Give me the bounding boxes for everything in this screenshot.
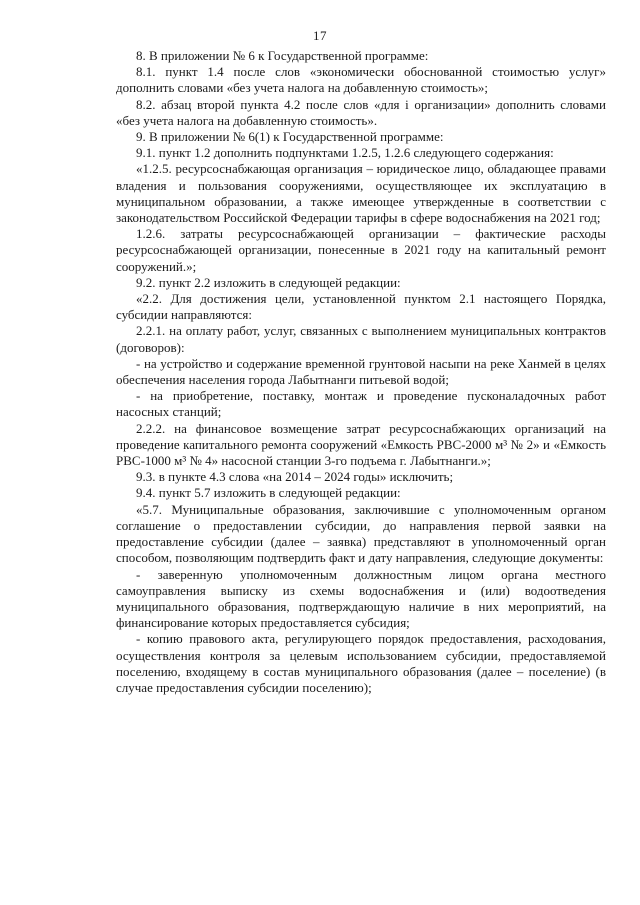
paragraph-9-2: 9.2. пункт 2.2 изложить в следующей редакции:	[136, 274, 401, 290]
list-item-water-scheme-extract: - заверенную уполномоченным должностным лицом органа местного самоуправления выписку из схемы водоснабжения и (или) водоотведения муниципального образования, подтверждающую наличие в них мероприятий, на финансирование которых предоставляется субсидия;	[116, 566, 606, 631]
paragraph-8: 8. В приложении № 6 к Государственной программе:	[136, 48, 429, 63]
paragraph-8-2: 8.2. абзац второй пункта 4.2 после слов «для i организации» дополнить словами «без учета налога на добавленную стоимость».	[116, 96, 606, 128]
paragraph-9: 9. В приложении № 6(1) к Государственной программе:	[136, 129, 444, 145]
paragraph-9-3: 9.3. в пункте 4.3 слова «на 2014 – 2024 годы» исключить;	[136, 469, 454, 485]
paragraph-2-2: «2.2. Для достижения цели, установленной пунктом 2.1 настоящего Порядка, субсидии направляются:	[116, 291, 606, 323]
list-item-pump-stations: - на приобретение, поставку, монтаж и проведение пусконаладочных работ насосных станций;	[116, 388, 606, 420]
paragraph-8-1: 8.1. пункт 1.4 после слов «экономически обоснованной стоимостью услуг» дополнить словами «без учета налога на добавленную стоимость»;	[116, 64, 606, 96]
paragraph-1-2-5: «1.2.5. ресурсоснабжающая организация – юридическое лицо, обладающее правами владения и пользования сооружениями, осуществляющее их эксплуатацию в муниципальном образовании, а также имеющее утвержденные в соответствии с законодательством Российской Федерации тарифы в сфере водоснабжения на 2021 год;	[116, 161, 606, 226]
paragraph-9-1: 9.1. пункт 1.2 дополнить подпунктами 1.2.5, 1.2.6 следующего содержания:	[136, 145, 554, 161]
paragraph-5-7: «5.7. Муниципальные образования, заключившие с уполномоченным органом соглашение о предоставлении субсидии, до направления первой заявки на предоставление субсидии (далее – заявка) представляют в уполномоченный орган способом, позволяющим подтвердить факт и дату направления, следующие документы:	[116, 501, 606, 566]
paragraph-1-2-6: 1.2.6. затраты ресурсоснабжающей организации – фактические расходы ресурсоснабжающей организации, понесенные в 2021 году на капитальный ремонт сооружений.»;	[116, 226, 606, 274]
list-item-legal-act-copy: - копию правового акта, регулирующего порядок предоставления, расходования, осуществления контроля за целевым использованием субсидии, предоставляемой поселению, входящему в состав муниципального образования (далее – поселение) (в случае предоставления субсидии поселению);	[116, 631, 606, 695]
list-item-embankment: - на устройство и содержание временной грунтовой насыпи на реке Ханмей в целях обеспечения населения города Лабытнанги питьевой водой;	[116, 355, 606, 388]
paragraph-2-2-1: 2.2.1. на оплату работ, услуг, связанных с выполнением муниципальных контрактов (договоров):	[116, 323, 606, 355]
page-number: 17	[313, 28, 327, 43]
paragraph-9-4: 9.4. пункт 5.7 изложить в следующей редакции:	[136, 485, 401, 501]
paragraph-2-2-2: 2.2.2. на финансовое возмещение затрат ресурсоснабжающих организаций на проведение капитального ремонта сооружений «Емкость РВС-2000 м³ № 2» и «Емкость РВС-1000 м³ № 4» насосной станции 3-го подъема г. Лабытнанги.»;	[116, 420, 606, 469]
document-body	[116, 48, 606, 696]
